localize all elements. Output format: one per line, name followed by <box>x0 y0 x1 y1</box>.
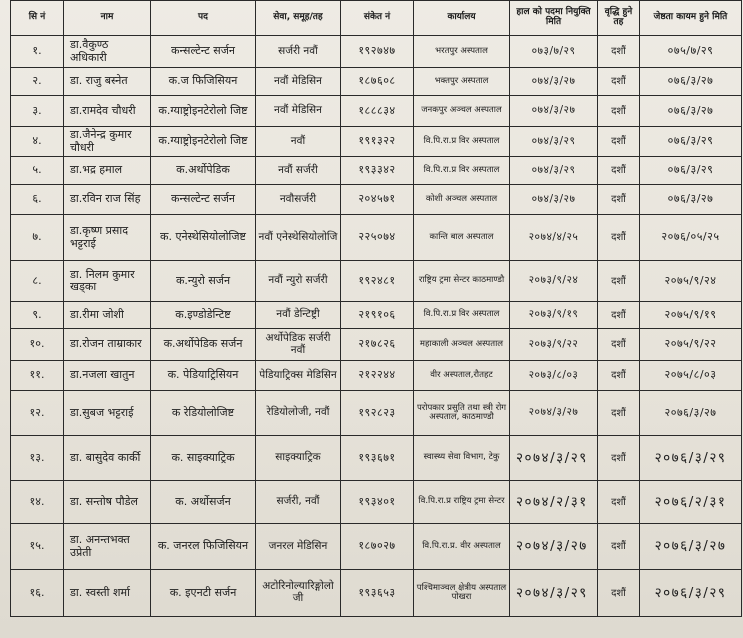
name-cell: डा. निलम कुमार खड्का <box>64 261 151 302</box>
office-cell: राष्ट्रिय ट्रमा सेन्टर काठमाण्डौ <box>414 261 510 302</box>
post-cell: क. अर्थोसर्जन <box>151 481 256 524</box>
name-cell: डा. राजु बस्नेत <box>64 68 151 96</box>
post-cell: क रेडियोलोजिष्ट <box>151 391 256 436</box>
code-cell: २२५०७४ <box>341 215 414 261</box>
post-cell: क. साइक्याट्रिक <box>151 436 256 481</box>
name-cell: डा.रीमा जोशी <box>64 302 151 329</box>
code-cell: १८८८३४ <box>341 96 414 127</box>
serial-cell: ८. <box>11 261 64 302</box>
serial-cell: १४. <box>11 481 64 524</box>
serial-cell: १२. <box>11 391 64 436</box>
office-cell: परोपकार प्रसुति तथा स्त्री रोग अस्पताल, काठमाण्डौ <box>414 391 510 436</box>
serial-cell: ९. <box>11 302 64 329</box>
table-row <box>11 127 742 157</box>
office-cell: जनकपुर अञ्चल अस्पताल <box>414 96 510 127</box>
office-cell: भक्तपुर अस्पताल <box>414 68 510 96</box>
service-cell: अर्थोपेडिक सर्जरी नवौं <box>256 329 341 361</box>
level-cell: दशौं <box>598 302 640 329</box>
service-cell: साइक्याट्रिक <box>256 436 341 481</box>
office-cell: वि.पि.रा.प्र राष्ट्रिय ट्रमा सेन्टर <box>414 481 510 524</box>
appointed-date-cell: ०७४/३/२९ <box>510 127 598 157</box>
level-cell: दशौं <box>598 215 640 261</box>
name-cell: डा. अनन्तभक्त उप्रेती <box>64 524 151 570</box>
appointed-date-cell: ०७४/३/२९ <box>510 157 598 185</box>
level-cell: दशौं <box>598 68 640 96</box>
code-cell: १९१३२२ <box>341 127 414 157</box>
serial-cell: १५. <box>11 524 64 570</box>
level-cell: दशौं <box>598 436 640 481</box>
header-name: नाम <box>64 1 151 36</box>
appointed-date-cell: २०७३/९/२२ <box>510 329 598 361</box>
code-cell: १९३३४२ <box>341 157 414 185</box>
name-cell: डा.रोजन ताम्राकार <box>64 329 151 361</box>
service-cell: नवौं डेन्टिष्ट्री <box>256 302 341 329</box>
name-cell: डा.कृष्ण प्रसाद भट्टराई <box>64 215 151 261</box>
service-cell: नवौसर्जरी <box>256 185 341 215</box>
office-cell: पश्चिमाञ्चल क्षेत्रीय अस्पताल पोखरा <box>414 570 510 617</box>
service-cell: सर्जरी, नवौं <box>256 481 341 524</box>
post-cell: क. एनेस्थेसियोलोजिष्ट <box>151 215 256 261</box>
serial-cell: ५. <box>11 157 64 185</box>
office-cell: वीर अस्पताल,रौतहट <box>414 361 510 391</box>
post-cell: क.ज फिजिसियन <box>151 68 256 96</box>
code-cell: २१९१०६ <box>341 302 414 329</box>
code-cell: २१७८२६ <box>341 329 414 361</box>
office-cell: कान्ति बाल अस्पताल <box>414 215 510 261</box>
table-row <box>11 481 742 524</box>
seniority-date-cell: ०७६/३/२७ <box>640 96 742 127</box>
code-cell: १८७६०८ <box>341 68 414 96</box>
appointed-date-cell: २०७४/३/२७ <box>510 524 598 570</box>
appointed-date-cell: २०७४/२/३१ <box>510 481 598 524</box>
table-row <box>11 524 742 570</box>
code-cell: १९३६५३ <box>341 570 414 617</box>
service-cell: अटोरिनोल्यारिङ्गोलो जी <box>256 570 341 617</box>
post-cell: क. पेडियाट्रिसियन <box>151 361 256 391</box>
table-row <box>11 329 742 361</box>
serial-cell: ३. <box>11 96 64 127</box>
table-row <box>11 570 742 617</box>
service-cell: पेडियाट्रिक्स मेडिसिन <box>256 361 341 391</box>
appointed-date-cell: २०७३/८/०३ <box>510 361 598 391</box>
seniority-date-cell: ०७६/३/२९ <box>640 127 742 157</box>
seniority-date-cell: ०७५/७/२९ <box>640 36 742 68</box>
appointed-date-cell: २०७३/९/२४ <box>510 261 598 302</box>
serial-cell: ७. <box>11 215 64 261</box>
service-cell: सर्जरी नवौं <box>256 36 341 68</box>
name-cell: डा. बासुदेव कार्की <box>64 436 151 481</box>
post-cell: क. इएनटी सर्जन <box>151 570 256 617</box>
appointed-date-cell: ०७४/३/२७ <box>510 185 598 215</box>
serial-cell: ४. <box>11 127 64 157</box>
seniority-date-cell: ०७६/३/२७ <box>640 185 742 215</box>
appointed-date-cell: २०७३/९/१९ <box>510 302 598 329</box>
seniority-date-cell: २०७६/०५/२५ <box>640 215 742 261</box>
seniority-date-cell: २०७६/३/२७ <box>640 524 742 570</box>
table-row <box>11 68 742 96</box>
level-cell: दशौं <box>598 261 640 302</box>
seniority-date-cell: २०७५/९/२२ <box>640 329 742 361</box>
table-row <box>11 302 742 329</box>
name-cell: डा. स्वस्ती शर्मा <box>64 570 151 617</box>
office-cell: महाकाली अञ्चल अस्पताल <box>414 329 510 361</box>
office-cell: वि.पि.रा.प्र. वीर अस्पताल <box>414 524 510 570</box>
name-cell: डा.वैकुण्ठ अधिकारी <box>64 36 151 68</box>
table-header-row <box>11 1 742 36</box>
header-code: संकेत नं <box>341 1 414 36</box>
post-cell: क.अर्थोपेडिक <box>151 157 256 185</box>
header-service: सेवा, समूह/तह <box>256 1 341 36</box>
name-cell: डा.भद्र हमाल <box>64 157 151 185</box>
seniority-date-cell: २०७५/८/०३ <box>640 361 742 391</box>
header-office: कार्यालय <box>414 1 510 36</box>
table-row <box>11 261 742 302</box>
table-row <box>11 36 742 68</box>
code-cell: १८७०२७ <box>341 524 414 570</box>
seniority-table <box>10 0 742 617</box>
level-cell: दशौं <box>598 391 640 436</box>
table-row <box>11 436 742 481</box>
level-cell: दशौं <box>598 36 640 68</box>
appointed-date-cell: ०७४/३/२७ <box>510 96 598 127</box>
header-serial: सि नं <box>11 1 64 36</box>
office-cell: वि.पि.रा.प्र विर अस्पताल <box>414 127 510 157</box>
table-row <box>11 96 742 127</box>
service-cell: नवौं सर्जरी <box>256 157 341 185</box>
post-cell: क. जनरल फिजिसियन <box>151 524 256 570</box>
header-seniority: जेष्ठता कायम हुने मिति <box>640 1 742 36</box>
level-cell: दशौं <box>598 361 640 391</box>
table-row <box>11 215 742 261</box>
service-cell: नवौं मेडिसिन <box>256 96 341 127</box>
code-cell: १९३६७१ <box>341 436 414 481</box>
level-cell: दशौं <box>598 185 640 215</box>
header-post: पद <box>151 1 256 36</box>
appointed-date-cell: ०७३/७/२९ <box>510 36 598 68</box>
service-cell: नवौं मेडिसिन <box>256 68 341 96</box>
code-cell: १९२८२३ <box>341 391 414 436</box>
seniority-date-cell: २०७५/९/२४ <box>640 261 742 302</box>
office-cell: कोशी अञ्चल अस्पताल <box>414 185 510 215</box>
appointed-date-cell: ०७४/३/२७ <box>510 68 598 96</box>
seniority-date-cell: २०७५/९/१९ <box>640 302 742 329</box>
serial-cell: १३. <box>11 436 64 481</box>
seniority-date-cell: २०७६/२/३१ <box>640 481 742 524</box>
post-cell: क.इण्डोडेन्टिष्ट <box>151 302 256 329</box>
level-cell: दशौं <box>598 96 640 127</box>
post-cell: क.ग्याष्ट्रोइनटेरोलो जिष्ट <box>151 96 256 127</box>
code-cell: १९२४८१ <box>341 261 414 302</box>
serial-cell: १६. <box>11 570 64 617</box>
seniority-date-cell: ०७६/३/२९ <box>640 157 742 185</box>
service-cell: नवौं <box>256 127 341 157</box>
service-cell: जनरल मेडिसिन <box>256 524 341 570</box>
name-cell: डा.नजला खातुन <box>64 361 151 391</box>
name-cell: डा.रामदेव चौधरी <box>64 96 151 127</box>
post-cell: कन्सल्टेन्ट सर्जन <box>151 185 256 215</box>
serial-cell: ६. <box>11 185 64 215</box>
service-cell: नवौं एनेस्थेसियोलोजि <box>256 215 341 261</box>
serial-cell: २. <box>11 68 64 96</box>
header-level: वृद्धि हुने तह <box>598 1 640 36</box>
table-row <box>11 391 742 436</box>
service-cell: रेडियोलोजी, नवौं <box>256 391 341 436</box>
service-cell: नवौं न्युरो सर्जरी <box>256 261 341 302</box>
name-cell: डा.रविन राज सिंह <box>64 185 151 215</box>
appointed-date-cell: २०७४/३/२९ <box>510 570 598 617</box>
code-cell: १९२७४७ <box>341 36 414 68</box>
code-cell: २१२२४४ <box>341 361 414 391</box>
office-cell: स्वास्थ्य सेवा विभाग, टेकु <box>414 436 510 481</box>
post-cell: क.ग्याष्ट्रोइनटेरोलो जिष्ट <box>151 127 256 157</box>
name-cell: डा. सन्तोष पौडेल <box>64 481 151 524</box>
office-cell: वि.पि.रा.प्र विर अस्पताल <box>414 157 510 185</box>
seniority-date-cell: २०७६/३/२७ <box>640 391 742 436</box>
office-cell: वि.पि.रा.प्र विर अस्पताल <box>414 302 510 329</box>
level-cell: दशौं <box>598 127 640 157</box>
name-cell: डा.जैनेन्द्र कुमार चौधरी <box>64 127 151 157</box>
name-cell: डा.सुबज भट्टराई <box>64 391 151 436</box>
appointed-date-cell: २०७४/३/२७ <box>510 391 598 436</box>
seniority-date-cell: ०७६/३/२७ <box>640 68 742 96</box>
level-cell: दशौं <box>598 157 640 185</box>
serial-cell: १०. <box>11 329 64 361</box>
appointed-date-cell: २०७४/४/२५ <box>510 215 598 261</box>
seniority-date-cell: २०७६/३/२९ <box>640 436 742 481</box>
seniority-date-cell: २०७६/३/२९ <box>640 570 742 617</box>
header-appointed: हाल को पदमा नियुक्ति मिति <box>510 1 598 36</box>
code-cell: २०४५७१ <box>341 185 414 215</box>
office-cell: भरतपुर अस्पताल <box>414 36 510 68</box>
table-row <box>11 361 742 391</box>
table-row <box>11 157 742 185</box>
appointed-date-cell: २०७४/३/२९ <box>510 436 598 481</box>
code-cell: १९३४०१ <box>341 481 414 524</box>
level-cell: दशौं <box>598 481 640 524</box>
serial-cell: १. <box>11 36 64 68</box>
level-cell: दशौं <box>598 329 640 361</box>
level-cell: दशौं <box>598 570 640 617</box>
post-cell: क.अर्थोपेडिक सर्जन <box>151 329 256 361</box>
post-cell: क.न्युरो सर्जन <box>151 261 256 302</box>
serial-cell: ११. <box>11 361 64 391</box>
level-cell: दशौं <box>598 524 640 570</box>
table-row <box>11 185 742 215</box>
post-cell: कन्सल्टेन्ट सर्जन <box>151 36 256 68</box>
